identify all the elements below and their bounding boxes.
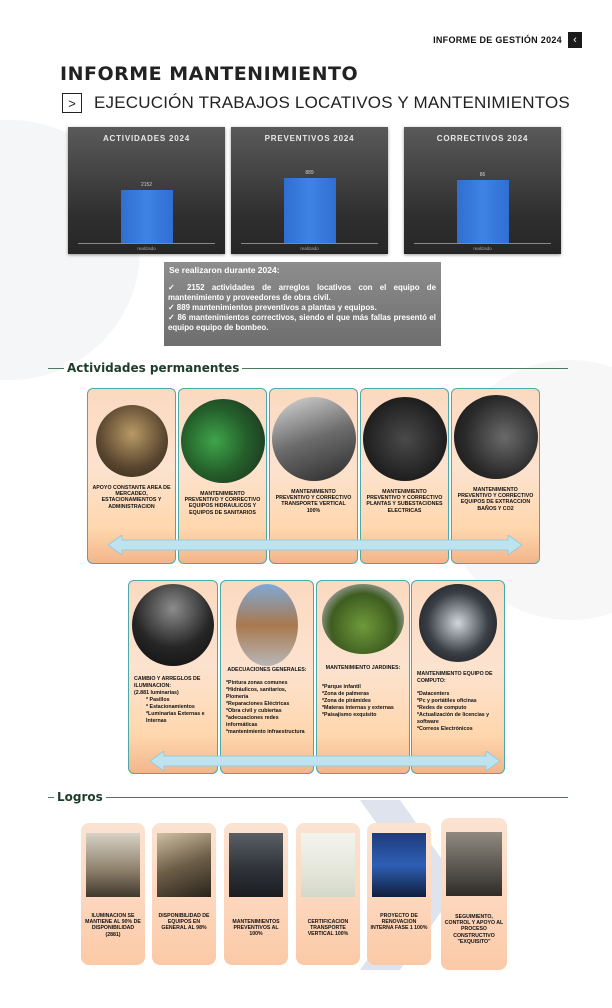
logro-card-preventivos xyxy=(224,823,288,965)
activity-line: *Reparaciones Eléctricas xyxy=(226,701,290,707)
extraction-equipment-photo xyxy=(454,395,538,479)
summary-list xyxy=(168,283,436,333)
night-lighting-photo xyxy=(132,584,214,666)
kpi-category-label: realizado xyxy=(473,246,492,251)
logro-caption: PROYECTO DE RENOVACION INTERNA FASE 1 100% xyxy=(370,913,428,932)
kpi-card-preventivos xyxy=(231,127,388,254)
section-header xyxy=(62,93,570,113)
report-label: INFORME DE GESTIÓN 2024 xyxy=(433,35,562,45)
kpi-data-label: 86 xyxy=(479,172,486,178)
page-title: INFORME MANTENIMIENTO xyxy=(60,63,359,85)
mall-interior-photo xyxy=(96,405,168,477)
kpi-bar xyxy=(457,180,509,243)
activity-panel-iluminacion xyxy=(128,580,218,774)
kpi-axis xyxy=(241,243,378,244)
logro-card-exquisito xyxy=(441,818,507,970)
escalator-photo xyxy=(272,397,356,481)
activity-line: *Actualización de licencias y software xyxy=(417,712,490,725)
logro-card-certificacion xyxy=(296,823,360,965)
double-arrow-icon xyxy=(150,751,500,771)
logro-caption: MANTENIMIENTOS PREVENTIVOS AL 100% xyxy=(232,919,280,938)
activity-line: *adecuaciones redes informáticas xyxy=(226,715,279,728)
kpi-card-actividades xyxy=(68,127,225,254)
activity-panel-computo xyxy=(411,580,505,774)
kpi-bar xyxy=(121,190,173,243)
activity-panel-adecuaciones xyxy=(220,580,314,774)
summary-item: ✓ 86 mantenimientos correctivos, siendo el que más fallas presentó el equipo equipo de bombeo. xyxy=(168,313,436,332)
activity-details xyxy=(417,671,500,733)
activity-line: * Estacionamientos xyxy=(146,704,195,710)
activity-caption: MANTENIMIENTO PREVENTIVO Y CORRECTIVO EQUIPOS HIDRAULICOS Y EQUIPOS DE SANITARIOS xyxy=(184,491,261,516)
kpi-data-label: 889 xyxy=(305,170,314,176)
logro-caption: ILUMINACION SE MANTIENE AL 90% DE DISPONIBILIDAD (2881) xyxy=(85,913,141,938)
activity-line: *Materas internas y externas xyxy=(322,705,394,711)
logro-caption: DISPONIBILIDAD DE EQUIPOS EN GENERAL AL 98% xyxy=(158,913,210,932)
activity-line: * Pasillos xyxy=(146,697,170,703)
electrical-plant-photo xyxy=(363,397,447,481)
building-facade-photo xyxy=(236,584,298,666)
escalator-equipment-photo xyxy=(157,833,211,897)
activity-heading: CAMBIO Y ARREGLOS DE ILUMINACION: xyxy=(134,676,201,689)
activity-panel-jardines xyxy=(316,580,410,774)
activity-caption: MANTENIMIENTO PREVENTIVO Y CORRECTIVO PLANTAS Y SUBESTACIONES ELECTRICAS xyxy=(366,489,443,514)
kpi-title: ACTIVIDADES 2024 xyxy=(102,134,191,143)
garden-photo xyxy=(322,584,404,654)
activity-line: *Luminarias Externas e Internas xyxy=(146,711,205,724)
summary-heading: Se realizaron durante 2024: xyxy=(169,265,280,275)
page-header xyxy=(433,32,582,48)
kpi-title: CORRECTIVOS 2024 xyxy=(436,134,529,143)
double-arrow-icon xyxy=(108,535,522,555)
permanent-activities-heading: Actividades permanentes xyxy=(64,361,242,375)
logro-card-disponibilidad xyxy=(152,823,216,965)
logro-card-renovacion xyxy=(367,823,431,965)
activity-line: *Obra civil y cubiertas xyxy=(226,708,282,714)
activity-details xyxy=(134,676,213,725)
activity-line: *Datacenters xyxy=(417,691,450,697)
summary-item: ✓ 889 mantenimientos preventivos a plantas y equipos. xyxy=(168,303,377,312)
kpi-bar xyxy=(284,178,336,243)
activity-line: *Parque infantil xyxy=(322,684,361,690)
datacenter-photo xyxy=(419,584,497,662)
activity-details xyxy=(226,680,309,736)
activity-heading: MANTENIMIENTO EQUIPO DE COMPUTO: xyxy=(417,671,493,684)
activity-line: *Hidráulicos, sanitarios, Plomería xyxy=(226,687,287,700)
logro-card-iluminacion xyxy=(81,823,145,965)
activity-caption: MANTENIMIENTO PREVENTIVO Y CORRECTIVO EQUIPOS DE EXTRACCION BAÑOS Y CO2 xyxy=(457,487,534,512)
summary-item: ✓ 2152 actividades de arreglos locativos con el equipo de mantenimiento y proveedores de obra civil. xyxy=(168,283,436,302)
kpi-category-label: realizado xyxy=(300,246,319,251)
construction-site-photo xyxy=(446,832,502,896)
certificate-photo xyxy=(301,833,355,897)
activity-line: *Zona de pirámides xyxy=(322,698,371,704)
activity-line: *Redes de computo xyxy=(417,705,467,711)
logros-heading: Logros xyxy=(54,790,106,804)
back-button[interactable]: ‹ xyxy=(568,32,582,48)
activity-caption: APOYO CONSTANTE AREA DE MERCADEO, ESTACIONAMIENTOS Y ADMINISTRACION xyxy=(92,485,171,510)
kpi-axis xyxy=(78,243,215,244)
section-divider xyxy=(48,797,568,798)
logro-caption: CERTIFICACION TRANSPORTE VERTICAL 100% xyxy=(307,919,349,938)
activity-line: *mantenimiento infraestructura xyxy=(226,729,305,735)
chevron-right-icon[interactable]: > xyxy=(62,93,82,113)
kpi-card-correctivos xyxy=(404,127,561,254)
activity-line: *Pintura zonas comunes xyxy=(226,680,288,686)
renovation-photo xyxy=(372,833,426,897)
activity-heading: ADECUACIONES GENERALES: xyxy=(227,667,307,673)
section-title: EJECUCIÓN TRABAJOS LOCATIVOS Y MANTENIMIENTOS xyxy=(94,93,570,112)
hydraulic-equipment-photo xyxy=(181,399,265,483)
activity-line: *Zona de palmeras xyxy=(322,691,370,697)
activity-heading: MANTENIMIENTO JARDINES: xyxy=(325,665,401,671)
activity-details xyxy=(322,684,405,719)
activity-line: *Paisajismo exquisito xyxy=(322,712,377,718)
kpi-data-label: 2152 xyxy=(140,182,153,188)
activity-line: *Pc y portátiles oficinas xyxy=(417,698,477,704)
kpi-axis xyxy=(414,243,551,244)
lighting-corridor-photo xyxy=(86,833,140,897)
activity-caption: MANTENIMIENTO PREVENTIVO Y CORRECTIVO TRANSPORTE VERTICAL 100% xyxy=(275,489,352,514)
kpi-category-label: realizado xyxy=(137,246,156,251)
activity-line: (2.881 luminarias) xyxy=(134,690,179,696)
technician-photo xyxy=(229,833,283,897)
summary-box xyxy=(164,262,441,346)
kpi-title: PREVENTIVOS 2024 xyxy=(264,134,355,143)
activity-line: *Correos Electrónicos xyxy=(417,726,473,732)
logro-caption: SEGUIMIENTO, CONTROL Y APOYO AL PROCESO CONSTRUCTIVO "EXQUISITO" xyxy=(444,914,504,945)
